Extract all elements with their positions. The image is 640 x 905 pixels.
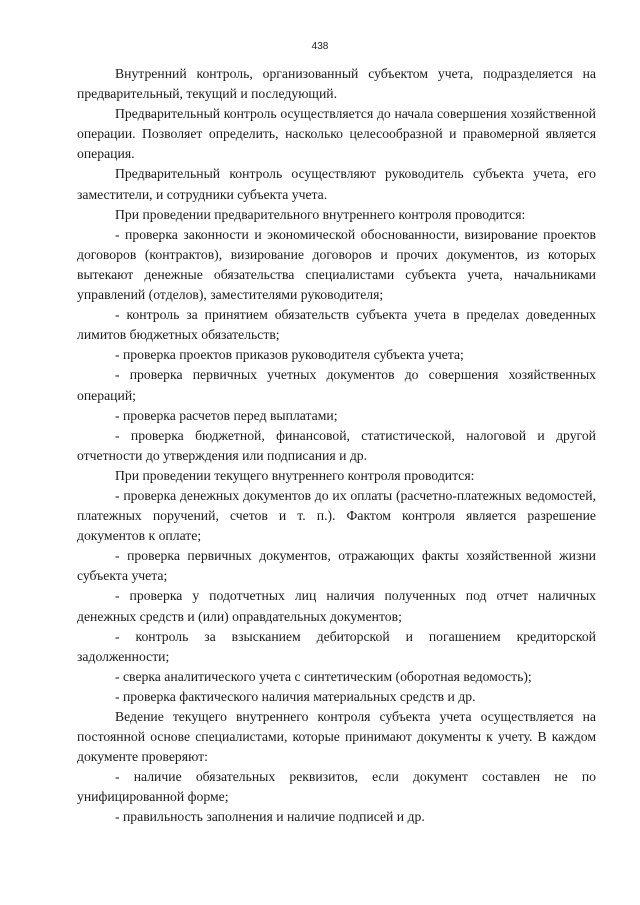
list-item: - проверка законности и экономической обоснованности, визирование проектов договоров (контрактов), визирование договоров и прочих документов, из которых вытекают денежные обязательства специалистами субъекта учета, начальниками управлений (отделов), заместителями руководителя;	[77, 226, 596, 303]
paragraph: Внутренний контроль, организованный субъектом учета, подразделяется на предварительный, текущий и последующий.	[77, 66, 596, 102]
paragraph: При проведении предварительного внутреннего контроля проводится:	[115, 206, 526, 222]
paragraph: Предварительный контроль осуществляется до начала совершения хозяйственной операции. Позволяет определить, насколько целесообразной и правомерной является операция.	[77, 106, 596, 162]
list-item: - проверка расчетов перед выплатами;	[115, 407, 338, 423]
list-item: - контроль за взысканием дебиторской и погашением кредиторской задолженности;	[77, 628, 596, 664]
list-item: - проверка денежных документов до их оплаты (расчетно-платежных ведомостей, платежных поручений, счетов и т. п.). Фактом контроля является разрешение документов к оплате;	[77, 487, 596, 544]
list-item: - проверка проектов приказов руководителя субъекта учета;	[115, 347, 464, 363]
paragraph: Предварительный контроль осуществляют руководитель субъекта учета, его заместители, и сотрудники субъекта учета.	[77, 166, 596, 202]
paragraph: Ведение текущего внутреннего контроля субъекта учета осуществляется на постоянной основе специалистами, которые принимают документы к учету. В каждом документе проверяют:	[77, 709, 596, 765]
list-item: - правильность заполнения и наличие подписей и др.	[115, 809, 425, 825]
list-item: - проверка бюджетной, финансовой, статистической, налоговой и другой отчетности до утверждения или подписания и др.	[77, 427, 596, 463]
list-item: - проверка фактического наличия материальных средств и др.	[115, 688, 476, 704]
paragraph: При проведении текущего внутреннего контроля проводится:	[115, 467, 475, 483]
list-item: - проверка первичных учетных документов до совершения хозяйственных операций;	[77, 367, 596, 403]
list-item: - наличие обязательных реквизитов, если документ составлен не по унифицированной форме;	[77, 769, 596, 805]
list-item: - сверка аналитического учета с синтетическим (оборотная ведомость);	[115, 668, 532, 684]
list-item: - проверка первичных документов, отражающих факты хозяйственной жизни субъекта учета;	[77, 548, 596, 584]
list-item: - проверка у подотчетных лиц наличия полученных под отчет наличных денежных средств и (или) оправдательных документов;	[77, 588, 596, 624]
document-body	[77, 64, 596, 828]
list-item: - контроль за принятием обязательств субъекта учета в пределах доведенных лимитов бюджетных обязательств;	[77, 307, 596, 343]
page-number: 438	[311, 41, 329, 52]
